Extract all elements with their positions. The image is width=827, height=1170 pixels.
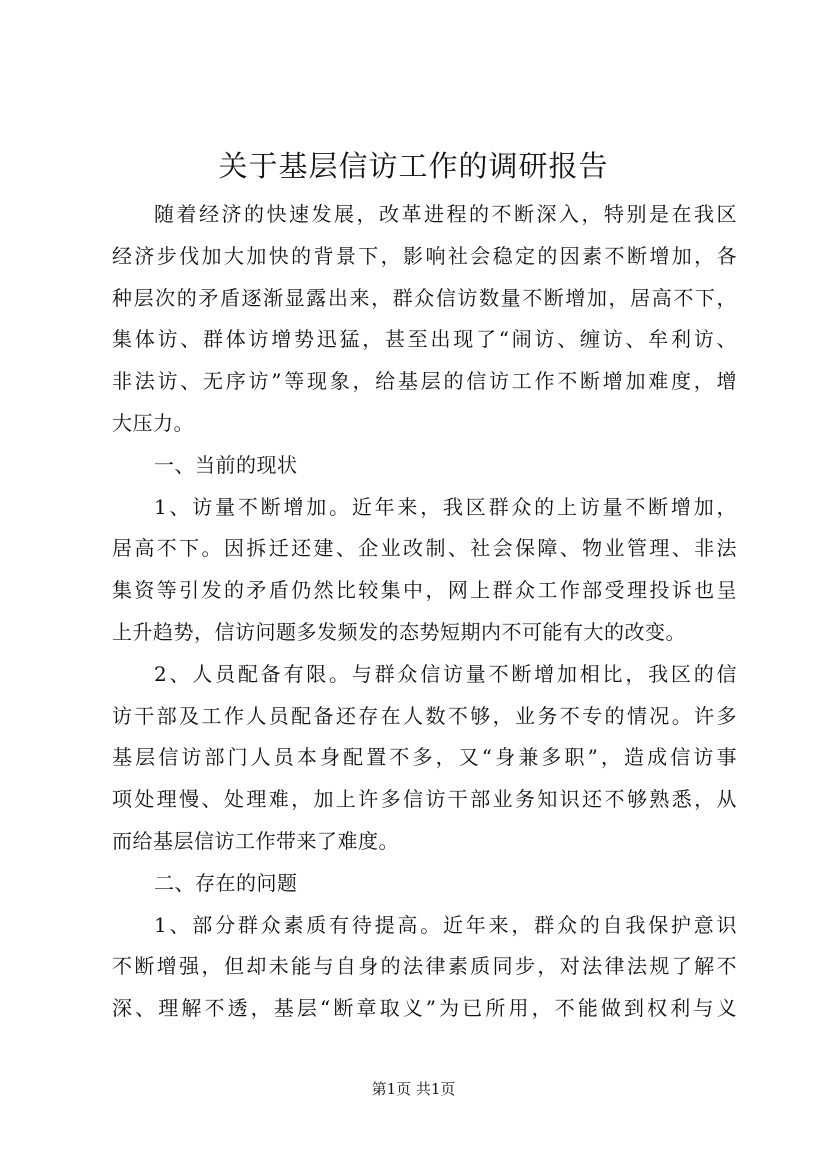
text-line: 1、部分群众素质有待提高。近年来，群众的自我保护意识 — [154, 912, 737, 937]
text-line: 2、人员配备有限。与群众信访量不断增加相比，我区的信 — [154, 661, 737, 686]
document-body — [112, 194, 737, 1030]
text-line: 而给基层信访工作带来了难度。 — [112, 828, 399, 853]
text-line: 非法访、无序访”等现象，给基层的信访工作不断增加难度，增 — [112, 369, 737, 394]
text-line: 1、访量不断增加。近年来，我区群众的上访量不断增加， — [154, 494, 737, 519]
text-line: 不断增强，但却未能与自身的法律素质同步，对法律法规了解不 — [112, 954, 737, 979]
text-line: 大压力。 — [112, 410, 194, 435]
text-line: 集体访、群体访增势迅猛，甚至出现了“闹访、缠访、牟利访、 — [112, 327, 737, 352]
document-title: 关于基层信访工作的调研报告 — [218, 149, 609, 183]
text-line: 二、存在的问题 — [154, 870, 298, 895]
text-line: 上升趋势，信访问题多发频发的态势短期内不可能有大的改变。 — [112, 619, 686, 644]
page-footer: 第1页 共1页 — [371, 1080, 456, 1098]
text-line: 基层信访部门人员本身配置不多，又“身兼多职”，造成信访事 — [112, 745, 737, 770]
text-line: 种层次的矛盾逐渐显露出来，群众信访数量不断增加，居高不下， — [112, 285, 737, 310]
text-line: 项处理慢、处理难，加上许多信访干部业务知识还不够熟悉，从 — [112, 787, 737, 812]
text-line: 一、当前的现状 — [154, 452, 298, 477]
text-line: 访干部及工作人员配备还存在人数不够，业务不专的情况。许多 — [112, 703, 737, 728]
text-line: 居高不下。因拆迁还建、企业改制、社会保障、物业管理、非法 — [112, 536, 737, 561]
text-line: 随着经济的快速发展，改革进程的不断深入，特别是在我区 — [154, 202, 737, 226]
text-line: 深、理解不透，基层“断章取义”为已所用，不能做到权利与义 — [112, 996, 737, 1021]
text-line: 经济步伐加大加快的背景下，影响社会稳定的因素不断增加，各 — [112, 243, 737, 268]
text-line: 集资等引发的矛盾仍然比较集中，网上群众工作部受理投诉也呈 — [112, 578, 737, 603]
